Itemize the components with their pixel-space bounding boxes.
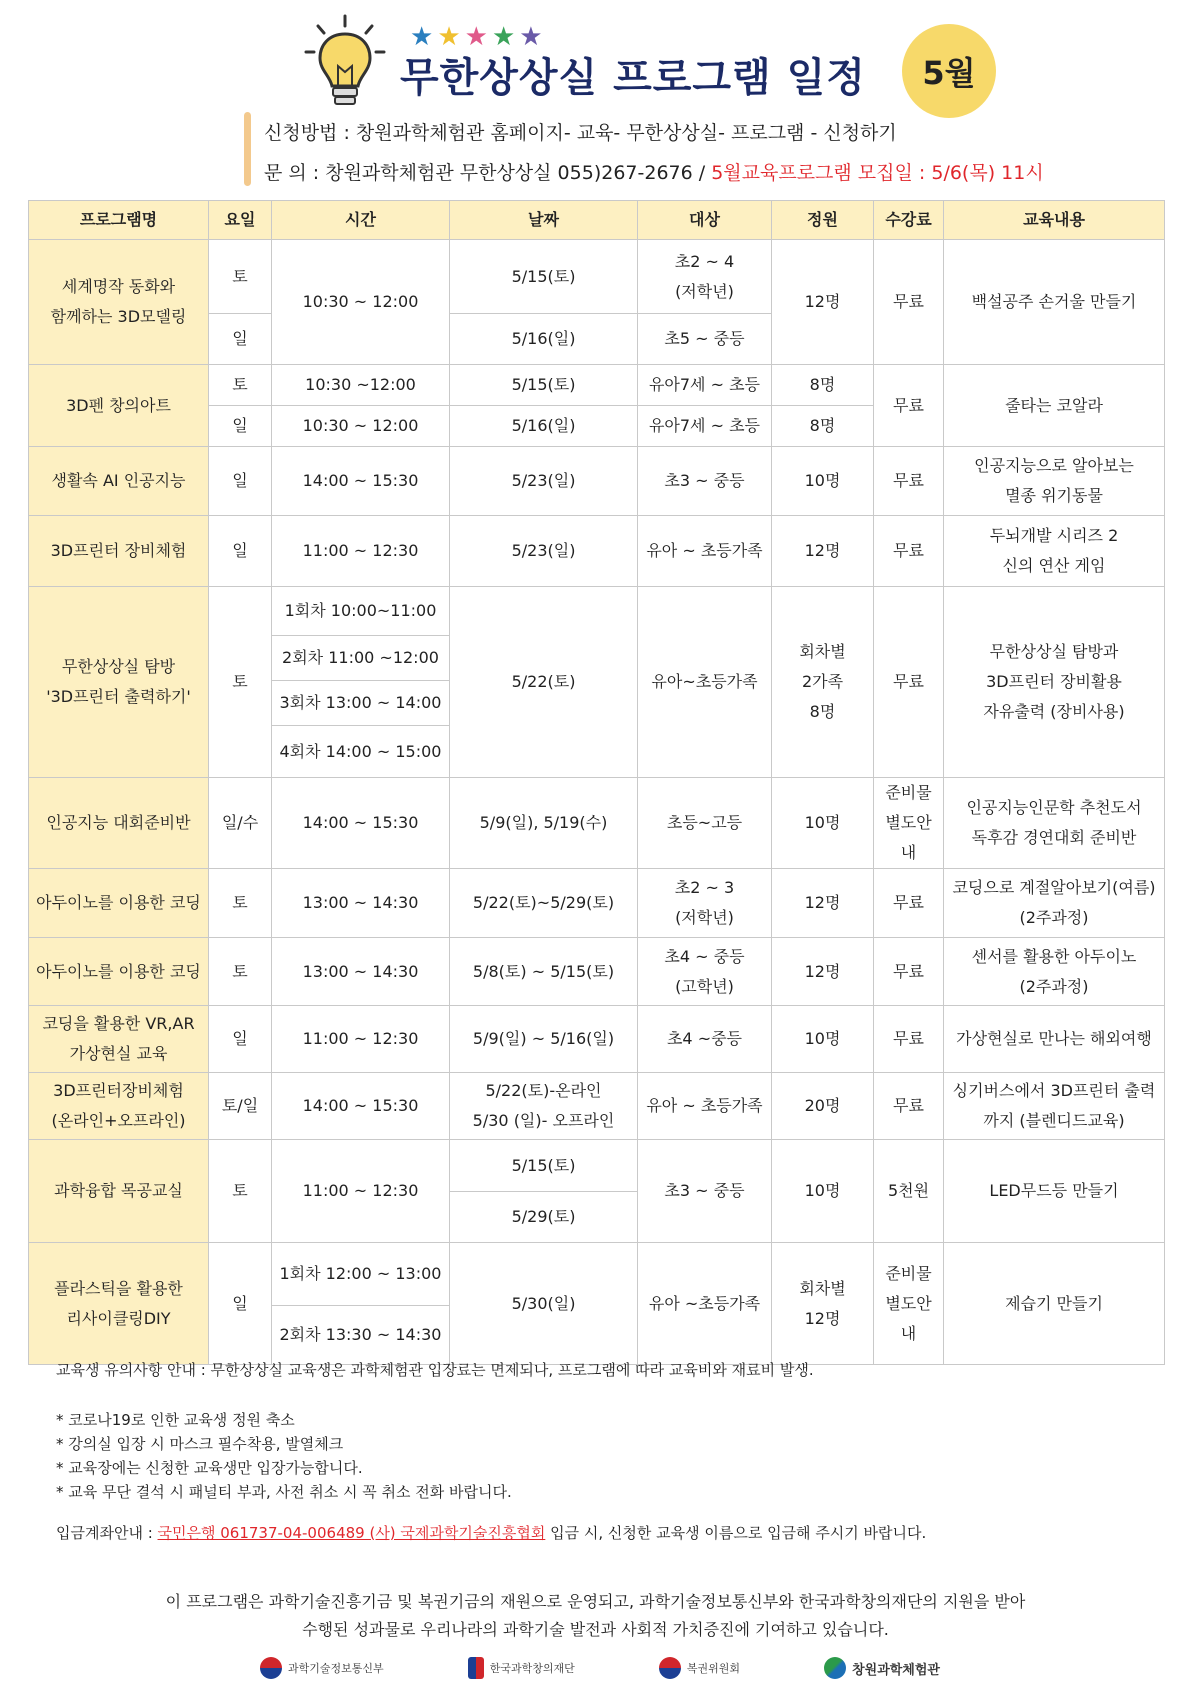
target-cell: 유아7세 ~ 초등: [638, 406, 772, 447]
note-item: * 강의실 입장 시 마스크 필수착용, 발열체크: [56, 1435, 344, 1453]
table-row: [29, 1073, 1165, 1140]
target-cell: 초3 ~ 중등: [638, 447, 772, 516]
time-cell: 2회차 13:30 ~ 14:30: [272, 1306, 450, 1365]
time-cell: 10:30 ~ 12:00: [272, 240, 450, 365]
content-cell: 가상현실로 만나는 해외여행: [944, 1006, 1165, 1073]
header-date: 날짜: [450, 201, 638, 240]
sponsor-logos: [260, 1654, 940, 1682]
fee-cell: 5천원: [874, 1140, 944, 1243]
capacity-line: 회차별: [799, 642, 846, 661]
target-cell: 초3 ~ 중등: [638, 1140, 772, 1243]
fee-cell: 무료: [874, 365, 944, 447]
time-cell: 13:00 ~ 14:30: [272, 869, 450, 938]
footer-text: [0, 1588, 1191, 1644]
day-cell: 일: [209, 516, 272, 587]
program-name: 3D펜 창의아트: [29, 365, 209, 447]
capacity-cell: 10명: [772, 447, 874, 516]
content-cell: [944, 516, 1165, 587]
time-cell: 11:00 ~ 12:30: [272, 516, 450, 587]
content-line: 독후감 경연대회 준비반: [971, 828, 1137, 847]
target-line: (저학년): [675, 908, 734, 927]
kofac-logo: [468, 1657, 575, 1679]
target-line: (저학년): [675, 281, 734, 301]
program-name: [29, 1243, 209, 1365]
content-cell: [944, 1073, 1165, 1140]
day-cell: 토/일: [209, 1073, 272, 1140]
date-cell: 5/29(토): [450, 1192, 638, 1243]
program-name: [29, 587, 209, 778]
fee-line: 별도안내: [885, 1293, 932, 1343]
star-icon: ★: [491, 22, 520, 52]
program-name-line: '3D프린터 출력하기': [46, 687, 191, 706]
content-line: (2주과정): [1019, 976, 1089, 996]
time-cell: 1회차 12:00 ~ 13:00: [272, 1243, 450, 1306]
msit-logo: [260, 1657, 384, 1679]
capacity-cell: 12명: [772, 869, 874, 938]
footer-line: 이 프로그램은 과학기술진흥기금 및 복권기금의 재원으로 운영되고, 과학기술정보통신부와 한국과학창의재단의 지원을 받아: [165, 1592, 1026, 1611]
info-accent-bar: [244, 112, 251, 186]
day-cell: 토: [209, 240, 272, 314]
time-cell: 1회차 10:00~11:00: [272, 587, 450, 636]
target-line: 초4 ~ 중등: [664, 946, 745, 966]
content-line: 두뇌개발 시리즈 2: [989, 526, 1119, 545]
content-line: 자유출력 (장비사용): [983, 702, 1125, 721]
page-title: 무한상상실 프로그램 일정: [400, 55, 866, 101]
date-line: 5/30 (일)- 오프라인: [472, 1111, 615, 1130]
target-cell: 유아7세 ~ 초등: [638, 365, 772, 406]
month-badge: 5월: [902, 24, 996, 118]
program-name: [29, 1006, 209, 1073]
bank-info: [56, 1522, 926, 1543]
content-line: 3D프린터 장비활용: [986, 672, 1122, 691]
program-name: [29, 1073, 209, 1140]
note-item: * 교육 무단 결석 시 패널티 부과, 사전 취소 시 꼭 취소 전화 바랍니다.: [56, 1483, 512, 1501]
capacity-cell: 10명: [772, 778, 874, 869]
capacity-line: 8명: [809, 702, 836, 721]
science-center-logo: [824, 1657, 940, 1679]
day-cell: 토: [209, 587, 272, 778]
table-row: [29, 447, 1165, 516]
fee-cell: [874, 778, 944, 869]
fee-line: 별도안내: [885, 813, 932, 862]
date-cell: 5/8(토) ~ 5/15(토): [450, 938, 638, 1006]
header-target: 대상: [638, 201, 772, 240]
capacity-line: 회차별: [799, 1278, 846, 1298]
content-line: 코딩으로 계절알아보기(여름): [952, 878, 1156, 897]
day-cell: 토: [209, 869, 272, 938]
time-cell: 14:00 ~ 15:30: [272, 778, 450, 869]
content-cell: [944, 447, 1165, 516]
bank-tail: 입금 시, 신청한 교육생 이름으로 입금해 주시기 바랍니다.: [545, 1524, 927, 1542]
target-cell: 유아 ~ 초등가족: [638, 1073, 772, 1140]
header-content: 교육내용: [944, 201, 1165, 240]
contact-text: 문 의 : 창원과학체험관 무한상상실 055)267-2676 /: [264, 162, 712, 184]
target-cell: 유아 ~ 초등가족: [638, 516, 772, 587]
time-cell: 14:00 ~ 15:30: [272, 1073, 450, 1140]
table-row: [29, 778, 1165, 869]
time-cell: 2회차 11:00 ~12:00: [272, 636, 450, 681]
note-item: * 교육장에는 신청한 교육생만 입장가능합니다.: [56, 1459, 363, 1477]
capacity-cell: 20명: [772, 1073, 874, 1140]
time-cell: 14:00 ~ 15:30: [272, 447, 450, 516]
fee-cell: 무료: [874, 587, 944, 778]
content-cell: [944, 778, 1165, 869]
capacity-cell: 12명: [772, 938, 874, 1006]
date-cell: 5/15(토): [450, 240, 638, 314]
date-line: 5/22(토)-온라인: [485, 1081, 602, 1100]
star-icon: ★: [437, 22, 465, 52]
day-cell: 일: [209, 406, 272, 447]
page-header: [0, 0, 1191, 200]
date-cell: 5/30(일): [450, 1243, 638, 1365]
date-cell: 5/9(일) ~ 5/16(일): [450, 1006, 638, 1073]
target-cell: 초등~고등: [638, 778, 772, 869]
date-cell: 5/23(일): [450, 447, 638, 516]
capacity-cell: 12명: [772, 240, 874, 365]
time-cell: 13:00 ~ 14:30: [272, 938, 450, 1006]
table-header-row: [29, 201, 1165, 240]
capacity-line: 2가족: [801, 672, 844, 691]
bank-label: 입금계좌안내 :: [56, 1524, 158, 1542]
bank-account: 국민은행 061737-04-006489 (사) 국제과학기술진흥협회: [157, 1524, 546, 1542]
day-cell: 일: [209, 1006, 272, 1073]
day-cell: 일/수: [209, 778, 272, 869]
table-row: [29, 516, 1165, 587]
fee-cell: 무료: [874, 938, 944, 1006]
table-row: [29, 365, 1165, 406]
star-icon: ★: [464, 22, 492, 52]
program-name-line: (온라인+오프라인): [51, 1111, 186, 1130]
date-cell: 5/16(일): [450, 314, 638, 365]
program-name: 생활속 AI 인공지능: [29, 447, 209, 516]
target-line: 초2 ~ 3: [674, 878, 735, 897]
program-name-line: 함께하는 3D모델링: [50, 307, 187, 326]
content-cell: LED무드등 만들기: [944, 1140, 1165, 1243]
program-name-line: 코딩을 활용한 VR,AR: [42, 1014, 195, 1033]
target-cell: 초5 ~ 중등: [638, 314, 772, 365]
notes-spacer: [56, 1382, 814, 1408]
star-icon: ★: [410, 22, 438, 52]
program-name: 인공지능 대회준비반: [29, 778, 209, 869]
program-name: 아두이노를 이용한 코딩: [29, 869, 209, 938]
date-cell: 5/9(일), 5/19(수): [450, 778, 638, 869]
header-time: 시간: [272, 201, 450, 240]
content-line: 멸종 위기동물: [1005, 486, 1103, 505]
taeguk-icon: [659, 1657, 681, 1679]
content-cell: 백설공주 손거울 만들기: [944, 240, 1165, 365]
capacity-cell: 8명: [772, 406, 874, 447]
table-row: [29, 1006, 1165, 1073]
program-name-line: 리사이클링DIY: [66, 1308, 171, 1328]
date-cell: 5/22(토): [450, 587, 638, 778]
program-name: 아두이노를 이용한 코딩: [29, 938, 209, 1006]
fee-cell: [874, 1243, 944, 1365]
schedule-table: [28, 200, 1165, 1365]
content-line: 무한상상실 탐방과: [989, 642, 1119, 661]
time-cell: 10:30 ~12:00: [272, 365, 450, 406]
table-row: [29, 240, 1165, 314]
content-cell: [944, 938, 1165, 1006]
header-fee: 수강료: [874, 201, 944, 240]
program-name-line: 가상현실 교육: [69, 1044, 168, 1063]
fee-cell: 무료: [874, 1073, 944, 1140]
logo-label: 과학기술정보통신부: [288, 1662, 384, 1675]
content-line: 신의 연산 게임: [1002, 556, 1106, 575]
capacity-cell: 12명: [772, 516, 874, 587]
fee-cell: 무료: [874, 1006, 944, 1073]
capacity-cell: 8명: [772, 365, 874, 406]
notes-intro: 교육생 유의사항 안내 : 무한상상실 교육생은 과학체험관 입장료는 면제되나, 프로그램에 따라 교육비와 재료비 발생.: [56, 1361, 814, 1379]
logo-label: 창원과학체험관: [852, 1662, 940, 1678]
program-name-line: 3D프린터장비체험: [53, 1081, 184, 1100]
day-cell: 일: [209, 314, 272, 365]
content-cell: [944, 587, 1165, 778]
fee-cell: 무료: [874, 516, 944, 587]
target-line: 초2 ~ 4: [674, 251, 735, 271]
time-cell: 4회차 14:00 ~ 15:00: [272, 726, 450, 778]
program-name: 3D프린터 장비체험: [29, 516, 209, 587]
fee-cell: 무료: [874, 240, 944, 365]
header-capacity: 정원: [772, 201, 874, 240]
date-cell: [450, 1073, 638, 1140]
content-cell: 줄타는 코알라: [944, 365, 1165, 447]
content-cell: 제습기 만들기: [944, 1243, 1165, 1365]
fee-cell: 무료: [874, 447, 944, 516]
table-row: [29, 869, 1165, 938]
lightbulb-icon: [300, 14, 390, 114]
content-line: (2주과정): [1019, 908, 1089, 927]
table-row: [29, 587, 1165, 636]
day-cell: 토: [209, 1140, 272, 1243]
day-cell: 일: [209, 1243, 272, 1365]
time-cell: 11:00 ~ 12:30: [272, 1006, 450, 1073]
target-cell: [638, 240, 772, 314]
logo-label: 복권위원회: [686, 1662, 740, 1675]
table-row: [29, 938, 1165, 1006]
header-day: 요일: [209, 201, 272, 240]
content-line: 인공지능으로 알아보는: [974, 456, 1134, 475]
fee-line: 준비물: [885, 1263, 932, 1283]
kofac-icon: [468, 1657, 484, 1679]
content-line: 까지 (블렌디드교육): [983, 1111, 1125, 1130]
capacity-cell: [772, 587, 874, 778]
day-cell: 토: [209, 365, 272, 406]
contact-info: [264, 158, 1044, 185]
content-line: 인공지능인문학 추천도서: [966, 798, 1142, 817]
capacity-cell: 10명: [772, 1006, 874, 1073]
day-cell: 토: [209, 938, 272, 1006]
recruit-date: 5월교육프로그램 모집일 : 5/6(목) 11시: [711, 162, 1044, 184]
note-item: * 코로나19로 인한 교육생 정원 축소: [56, 1411, 295, 1429]
table-row: [29, 1140, 1165, 1192]
target-cell: 유아~초등가족: [638, 587, 772, 778]
date-cell: 5/15(토): [450, 365, 638, 406]
time-cell: 3회차 13:00 ~ 14:00: [272, 681, 450, 726]
capacity-cell: 10명: [772, 1140, 874, 1243]
apply-method: 신청방법 : 창원과학체험관 홈페이지- 교육- 무한상상실- 프로그램 - 신청하기: [264, 122, 897, 144]
program-name: 과학융합 목공교실: [29, 1140, 209, 1243]
program-name-line: 세계명작 동화와: [61, 277, 176, 296]
logo-label: 한국과학창의재단: [489, 1662, 575, 1675]
footer-line: 수행된 성과물로 우리나라의 과학기술 발전과 사회적 가치증진에 기여하고 있습니다.: [302, 1620, 889, 1639]
target-line: (고학년): [675, 976, 734, 996]
time-cell: 11:00 ~ 12:30: [272, 1140, 450, 1243]
fee-line: 준비물: [885, 783, 932, 802]
star-icon: ★: [519, 22, 547, 52]
taeguk-icon: [260, 1657, 282, 1679]
program-name-line: 무한상상실 탐방: [61, 657, 176, 676]
day-cell: 일: [209, 447, 272, 516]
header-program: 프로그램명: [29, 201, 209, 240]
time-cell: 10:30 ~ 12:00: [272, 406, 450, 447]
date-cell: 5/23(일): [450, 516, 638, 587]
capacity-cell: [772, 1243, 874, 1365]
capacity-line: 12명: [804, 1308, 841, 1328]
content-line: 센서를 활용한 아두이노: [971, 946, 1137, 966]
content-cell: [944, 869, 1165, 938]
table-row: [29, 1243, 1165, 1306]
target-cell: 초4 ~중등: [638, 1006, 772, 1073]
content-line: 싱기버스에서 3D프린터 출력: [952, 1081, 1156, 1100]
target-cell: [638, 869, 772, 938]
date-cell: 5/16(일): [450, 406, 638, 447]
notes-section: [56, 1358, 814, 1504]
program-name-line: 플라스틱을 활용한: [54, 1278, 183, 1298]
fee-cell: 무료: [874, 869, 944, 938]
date-cell: 5/15(토): [450, 1140, 638, 1192]
target-cell: 유아 ~초등가족: [638, 1243, 772, 1365]
date-cell: 5/22(토)~5/29(토): [450, 869, 638, 938]
lottery-logo: [659, 1657, 740, 1679]
target-cell: [638, 938, 772, 1006]
program-name: [29, 240, 209, 365]
science-center-icon: [824, 1657, 846, 1679]
